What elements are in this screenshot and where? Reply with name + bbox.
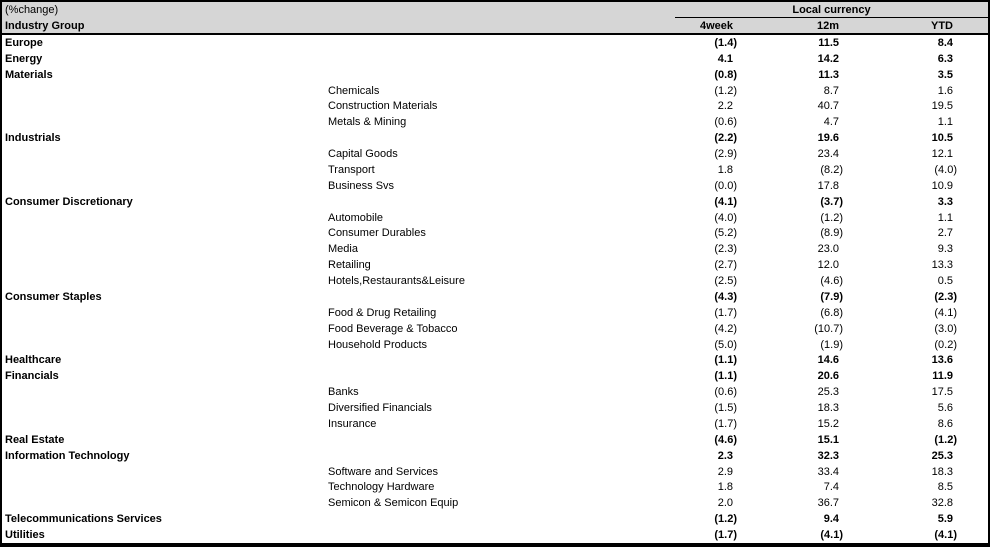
cell-12m: (10.7) (814, 322, 843, 335)
cell-ytd: 1.6 (937, 84, 953, 97)
column-header-12m: 12m (816, 19, 839, 32)
industry-group-label: Healthcare (5, 354, 62, 367)
cell-4week: (4.3) (714, 290, 737, 303)
cell-12m: 23.0 (817, 243, 839, 256)
table-row (2, 99, 988, 115)
subindustry-label: Chemicals (328, 84, 380, 97)
table-row (2, 527, 988, 543)
cell-4week: (4.6) (714, 433, 737, 446)
cell-ytd: 3.3 (937, 195, 953, 208)
cell-12m: 17.8 (817, 179, 839, 192)
subindustry-label: Business Svs (328, 179, 395, 192)
table-row (2, 178, 988, 194)
column-header-ytd: YTD (931, 19, 953, 32)
subindustry-label: Technology Hardware (328, 481, 435, 494)
cell-12m: 25.3 (817, 386, 839, 399)
industry-group-label: Consumer Staples (5, 290, 102, 303)
cell-4week: (1.7) (714, 417, 737, 430)
cell-ytd: (0.2) (934, 338, 957, 351)
subindustry-label: Food Beverage & Tobacco (328, 322, 458, 335)
subindustry-label: Consumer Durables (328, 227, 426, 240)
cell-4week: (1.1) (714, 370, 737, 383)
cell-12m: 14.2 (817, 52, 839, 65)
subindustry-label: Retailing (328, 259, 371, 272)
cell-ytd: 10.9 (931, 179, 953, 192)
cell-4week: (4.0) (714, 211, 737, 224)
cell-ytd: 5.6 (937, 402, 953, 415)
cell-12m: 18.3 (817, 402, 839, 415)
table-row (2, 384, 988, 400)
cell-12m: 40.7 (817, 100, 839, 113)
header-row-currency (2, 2, 988, 18)
cell-12m: 11.5 (818, 36, 839, 49)
cell-ytd: 3.5 (937, 68, 953, 81)
industry-group-label: Consumer Discretionary (5, 195, 133, 208)
cell-4week: (1.1) (714, 354, 737, 367)
table-row (2, 480, 988, 496)
cell-ytd: 11.9 (932, 370, 953, 383)
cell-12m: 14.6 (817, 354, 839, 367)
cell-4week: 2.0 (717, 497, 733, 510)
cell-4week: (1.5) (714, 402, 737, 415)
industry-group-label: Utilities (5, 529, 45, 542)
cell-ytd: 19.5 (931, 100, 953, 113)
cell-4week: 4.1 (717, 52, 733, 65)
cell-4week: (5.2) (714, 227, 737, 240)
industry-group-label: Materials (5, 68, 53, 81)
cell-4week: (1.2) (714, 84, 737, 97)
table-row (2, 400, 988, 416)
industry-group-label: Financials (5, 370, 59, 383)
table-row (2, 448, 988, 464)
cell-12m: 33.4 (817, 465, 839, 478)
cell-ytd: 17.5 (931, 386, 953, 399)
table-row (2, 321, 988, 337)
industry-group-label: Industrials (5, 132, 61, 145)
cell-4week: 2.3 (717, 449, 733, 462)
percent-change-label: (%change) (5, 4, 59, 16)
subindustry-label: Semicon & Semicon Equip (328, 497, 459, 510)
subindustry-label: Insurance (328, 417, 377, 430)
cell-4week: (0.0) (714, 179, 737, 192)
subindustry-label: Automobile (328, 211, 384, 224)
cell-4week: (4.1) (714, 195, 737, 208)
cell-ytd: 18.3 (931, 465, 953, 478)
cell-ytd: (1.2) (934, 433, 957, 446)
industry-group-label: Europe (5, 36, 43, 49)
cell-12m: (7.9) (820, 290, 843, 303)
cell-ytd: (4.1) (934, 306, 957, 319)
table-body (2, 35, 988, 543)
cell-4week: (2.9) (714, 148, 737, 161)
table-row (2, 162, 988, 178)
cell-ytd: (4.0) (934, 163, 957, 176)
cell-ytd: (4.1) (934, 529, 957, 542)
column-header-4week: 4week (699, 19, 733, 32)
table-row (2, 146, 988, 162)
subindustry-label: Software and Services (328, 465, 439, 478)
table-row (2, 257, 988, 273)
table-row (2, 432, 988, 448)
cell-4week: 1.8 (717, 481, 733, 494)
cell-12m: (8.9) (820, 227, 843, 240)
subindustry-label: Metals & Mining (328, 116, 407, 129)
cell-12m: 11.3 (818, 68, 839, 81)
subindustry-label: Diversified Financials (328, 402, 432, 415)
cell-4week: (0.8) (714, 68, 737, 81)
cell-ytd: 5.9 (937, 513, 953, 526)
cell-4week: (2.2) (714, 132, 737, 145)
industry-group-header: Industry Group (5, 19, 85, 32)
table-row (2, 226, 988, 242)
cell-12m: (8.2) (820, 163, 843, 176)
cell-12m: (4.6) (820, 275, 843, 288)
cell-ytd: 9.3 (937, 243, 953, 256)
cell-4week: (1.7) (714, 529, 737, 542)
cell-4week: (0.6) (714, 386, 737, 399)
subindustry-label: Transport (328, 163, 375, 176)
cell-4week: (1.7) (714, 306, 737, 319)
cell-ytd: 6.3 (937, 52, 953, 65)
cell-12m: 8.7 (823, 84, 839, 97)
cell-12m: 19.6 (817, 132, 839, 145)
cell-ytd: 0.5 (937, 275, 953, 288)
cell-ytd: 8.4 (937, 36, 953, 49)
table-row (2, 210, 988, 226)
table-row (2, 35, 988, 51)
cell-ytd: 25.3 (931, 449, 953, 462)
cell-4week: (2.3) (714, 243, 737, 256)
table-row (2, 83, 988, 99)
table-row (2, 511, 988, 527)
table-row (2, 337, 988, 353)
industry-group-label: Real Estate (5, 433, 65, 446)
table-row (2, 51, 988, 67)
table-row (2, 368, 988, 384)
cell-4week: 2.9 (717, 465, 733, 478)
table-row (2, 305, 988, 321)
subindustry-label: Household Products (328, 338, 428, 351)
table-row (2, 464, 988, 480)
table-row (2, 495, 988, 511)
local-currency-header: Local currency (675, 2, 988, 18)
cell-12m: (1.2) (820, 211, 843, 224)
table-row (2, 416, 988, 432)
cell-ytd: (3.0) (934, 322, 957, 335)
cell-4week: 1.8 (717, 163, 733, 176)
table-row (2, 241, 988, 257)
cell-4week: (1.4) (714, 36, 737, 49)
subindustry-label: Hotels,Restaurants&Leisure (328, 275, 465, 288)
cell-4week: (1.2) (714, 513, 737, 526)
cell-12m: 23.4 (817, 148, 839, 161)
table-row (2, 114, 988, 130)
cell-12m: (3.7) (820, 195, 843, 208)
cell-4week: (0.6) (714, 116, 737, 129)
cell-4week: 2.2 (717, 100, 733, 113)
cell-ytd: 32.8 (931, 497, 953, 510)
cell-12m: (4.1) (820, 529, 843, 542)
cell-12m: 32.3 (817, 449, 839, 462)
cell-ytd: 1.1 (937, 116, 953, 129)
industry-group-label: Energy (5, 52, 43, 65)
cell-12m: 15.1 (817, 433, 839, 446)
table-row (2, 194, 988, 210)
cell-12m: 36.7 (817, 497, 839, 510)
cell-ytd: 1.1 (937, 211, 953, 224)
cell-ytd: (2.3) (934, 290, 957, 303)
cell-ytd: 8.6 (937, 417, 953, 430)
subindustry-label: Banks (328, 386, 359, 399)
subindustry-label: Construction Materials (328, 100, 438, 113)
cell-ytd: 8.5 (937, 481, 953, 494)
industry-group-label: Information Technology (5, 449, 130, 462)
industry-group-label: Telecommunications Services (5, 513, 162, 526)
cell-12m: 7.4 (823, 481, 839, 494)
cell-ytd: 13.6 (931, 354, 953, 367)
cell-4week: (5.0) (714, 338, 737, 351)
cell-12m: 20.6 (817, 370, 839, 383)
cell-12m: 12.0 (817, 259, 839, 272)
cell-ytd: 2.7 (937, 227, 953, 240)
table-row (2, 130, 988, 146)
cell-12m: 9.4 (823, 513, 839, 526)
subindustry-label: Food & Drug Retailing (328, 306, 437, 319)
cell-12m: 4.7 (823, 116, 839, 129)
cell-4week: (2.5) (714, 275, 737, 288)
table-row (2, 289, 988, 305)
cell-ytd: 12.1 (931, 148, 953, 161)
cell-ytd: 13.3 (931, 259, 953, 272)
table-row (2, 67, 988, 83)
subindustry-label: Capital Goods (328, 148, 398, 161)
cell-4week: (2.7) (714, 259, 737, 272)
subindustry-label: Media (328, 243, 358, 256)
cell-12m: (1.9) (820, 338, 843, 351)
cell-12m: 15.2 (817, 417, 839, 430)
header-row-columns (2, 18, 988, 33)
table-row (2, 273, 988, 289)
table-row (2, 353, 988, 369)
cell-ytd: 10.5 (931, 132, 953, 145)
table-header (2, 2, 988, 33)
cell-4week: (4.2) (714, 322, 737, 335)
cell-12m: (6.8) (820, 306, 843, 319)
